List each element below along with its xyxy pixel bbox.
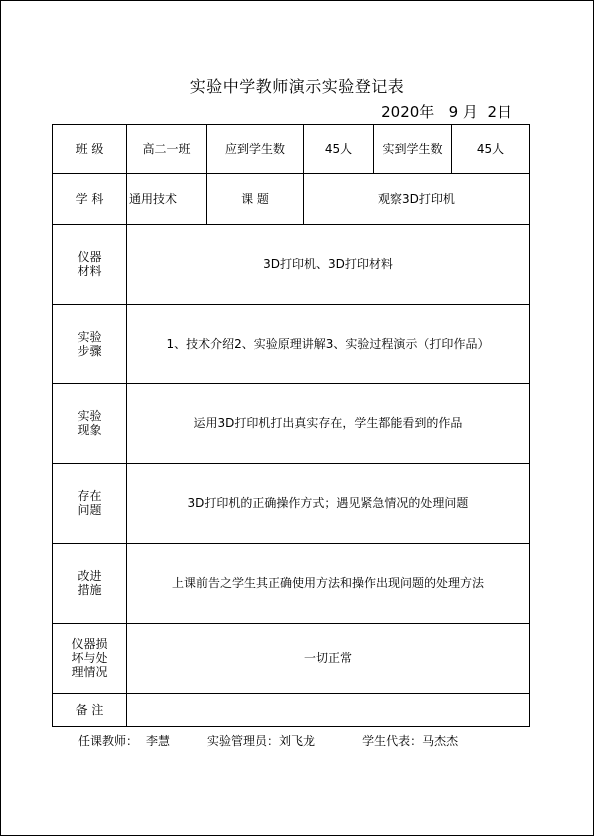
form-title: 实验中学教师演示实验登记表 [189,77,405,96]
class-label: 班 级 [53,125,127,174]
topic-label: 课 题 [207,174,304,225]
improvements-label-line2: 措施 [77,583,102,597]
problems-label-line2: 问题 [77,503,102,517]
equipment-label-line2: 材料 [77,264,102,278]
improvements-label-line1: 改进 [77,569,102,583]
damage-label-line2: 坏与处 [71,651,108,665]
class-value: 高二一班 [127,125,207,174]
student-rep-label: 学生代表： [362,734,423,748]
manager-label: 实验管理员： [207,734,280,748]
form-date: 2020年 9 月 2日 [381,103,512,121]
problems-row [53,464,530,544]
subject-label: 学 科 [53,174,127,225]
improvements-label [53,544,127,624]
damage-label [53,624,127,694]
phenomenon-row [53,384,530,464]
steps-label-line1: 实验 [77,329,102,344]
subject-value: 通用技术 [127,174,207,225]
subject-row [53,174,530,225]
phenomenon-value: 运用3D打印机打出真实存在，学生都能看到的作品 [127,384,530,464]
steps-label [53,305,127,384]
actual-students-label: 实到学生数 [374,125,452,174]
damage-label-line1: 仪器损 [71,637,108,651]
problems-label-line1: 存在 [77,489,102,503]
student-rep-name: 马杰杰 [422,734,459,748]
expected-students-value: 45人 [304,125,374,174]
damage-value: 一切正常 [127,624,530,694]
manager-name: 刘飞龙 [279,734,316,748]
remarks-value [127,694,530,727]
equipment-value: 3D打印机、3D打印材料 [127,225,530,305]
problems-value: 3D打印机的正确操作方式；遇见紧急情况的处理问题 [127,464,530,544]
phenomenon-label-line2: 现象 [77,423,102,437]
remarks-label: 备 注 [53,694,127,727]
improvements-value: 上课前告之学生其正确使用方法和操作出现问题的处理方法 [127,544,530,624]
problems-label [53,464,127,544]
damage-row [53,624,530,694]
signature-footer [78,732,458,749]
expected-students-label: 应到学生数 [207,125,304,174]
remarks-row [53,694,530,727]
phenomenon-label-line1: 实验 [77,409,102,423]
registration-table [52,124,530,727]
topic-value: 观察3D打印机 [304,174,530,225]
equipment-row [53,225,530,305]
steps-row [53,305,530,384]
steps-label-line2: 步骤 [77,343,102,358]
teacher-label: 任课教师： [78,734,139,748]
steps-value: 1、技术介绍2、实验原理讲解3、实验过程演示（打印作品） [127,305,530,384]
class-row [53,125,530,174]
actual-students-value: 45人 [452,125,530,174]
teacher-name: 李慧 [146,734,171,748]
equipment-label-line1: 仪器 [77,250,102,264]
damage-label-line3: 理情况 [71,665,108,679]
phenomenon-label [53,384,127,464]
equipment-label [53,225,127,305]
improvements-row [53,544,530,624]
